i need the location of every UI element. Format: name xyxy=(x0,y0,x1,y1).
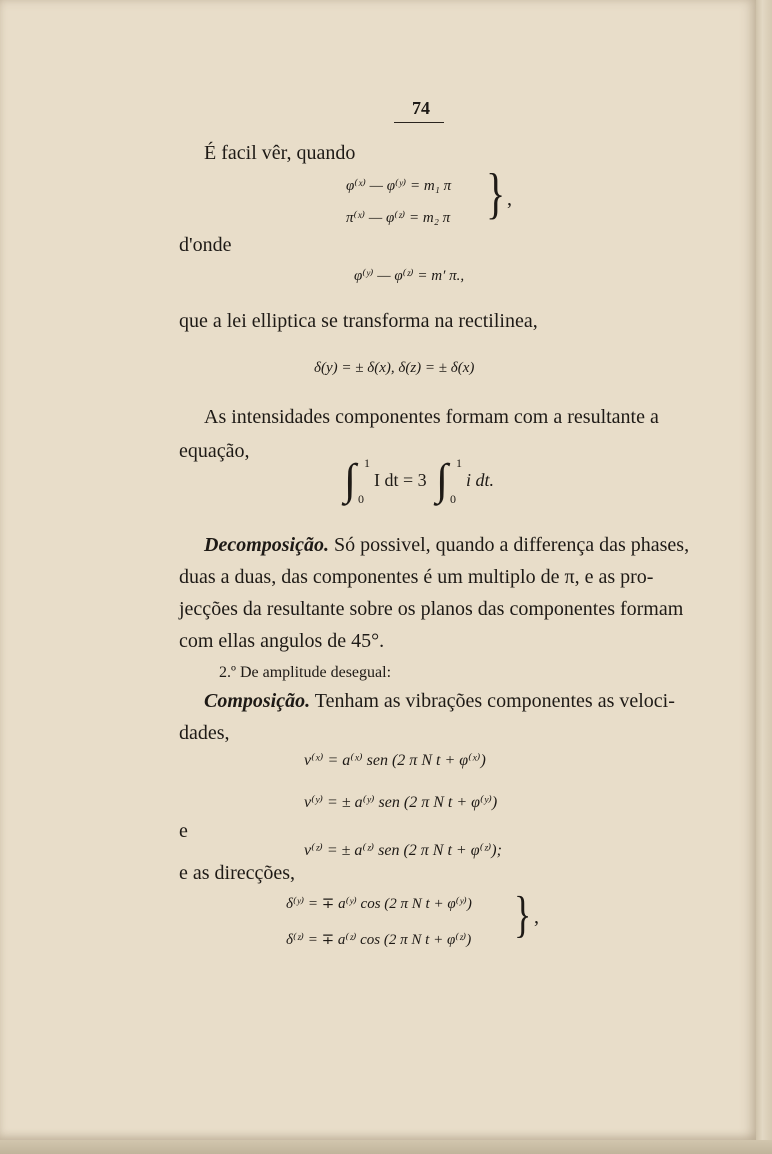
integral-lower-limit: 0 xyxy=(450,492,456,506)
text-line: 2.º De amplitude desegual: xyxy=(219,664,392,681)
equation: δ(y) = ± δ(x), δ(z) = ± δ(x) xyxy=(314,360,475,376)
right-brace: } xyxy=(486,161,506,225)
integral-lower-limit: 0 xyxy=(358,492,364,506)
text-line: com ellas angulos de 45°. xyxy=(179,630,385,652)
text-line xyxy=(204,534,689,557)
equation: δ⁽ʸ⁾ = ∓ a⁽ʸ⁾ cos (2 π N t + φ⁽ʸ⁾) xyxy=(286,896,472,912)
equation-punctuation: , xyxy=(507,188,512,210)
page-number: 74 xyxy=(412,98,430,118)
text-line: e as direcções, xyxy=(179,862,296,884)
section-heading: Decomposição. xyxy=(204,534,329,556)
text-span: Tenham as vibrações componentes as veloci- xyxy=(310,690,675,712)
text-line: equação, xyxy=(179,440,250,462)
section-heading: Composição. xyxy=(204,690,311,712)
integral-sign: ∫ xyxy=(344,455,357,504)
text-line: d'onde xyxy=(179,234,232,256)
right-brace: } xyxy=(514,886,532,942)
text-line: jecções da resultante sobre os planos das componentes formam xyxy=(179,598,684,620)
equation-punctuation: , xyxy=(534,906,539,928)
equation: v⁽ʸ⁾ = ± a⁽ʸ⁾ sen (2 π N t + φ⁽ʸ⁾) xyxy=(304,794,498,811)
page-edge-bottom xyxy=(0,1140,772,1154)
equation: v⁽ˣ⁾ = a⁽ˣ⁾ sen (2 π N t + φ⁽ˣ⁾) xyxy=(304,752,486,769)
equation: π⁽ˣ⁾ — φ⁽ᶻ⁾ = m₂ π xyxy=(346,210,451,226)
integral-sign: ∫ xyxy=(436,455,449,504)
equation: v⁽ᶻ⁾ = ± a⁽ᶻ⁾ sen (2 π N t + φ⁽ᶻ⁾); xyxy=(304,842,502,859)
page-edge-right xyxy=(756,0,772,1154)
equation: φ⁽ʸ⁾ — φ⁽ᶻ⁾ = m′ π., xyxy=(354,268,465,284)
text-line xyxy=(204,690,675,713)
equation: I dt = 3 xyxy=(374,470,427,490)
page-number-rule xyxy=(394,122,444,123)
integral-upper-limit: 1 xyxy=(456,456,462,470)
equation: i dt. xyxy=(466,470,495,490)
text-line: que a lei elliptica se transforma na rectilinea, xyxy=(179,310,538,332)
equation: δ⁽ᶻ⁾ = ∓ a⁽ᶻ⁾ cos (2 π N t + φ⁽ᶻ⁾) xyxy=(286,932,472,948)
text-line: As intensidades componentes formam com a resultante a xyxy=(204,406,659,428)
text-line: e xyxy=(179,820,188,842)
text-line: É facil vêr, quando xyxy=(204,142,356,164)
text-span: Só possivel, quando a differença das phases, xyxy=(328,534,690,556)
integral-upper-limit: 1 xyxy=(364,456,370,470)
text-line: duas a duas, das componentes é um multiplo de π, e as pro- xyxy=(179,566,654,588)
text-line: dades, xyxy=(179,722,230,744)
equation: φ⁽ˣ⁾ — φ⁽ʸ⁾ = m₁ π xyxy=(346,178,452,194)
